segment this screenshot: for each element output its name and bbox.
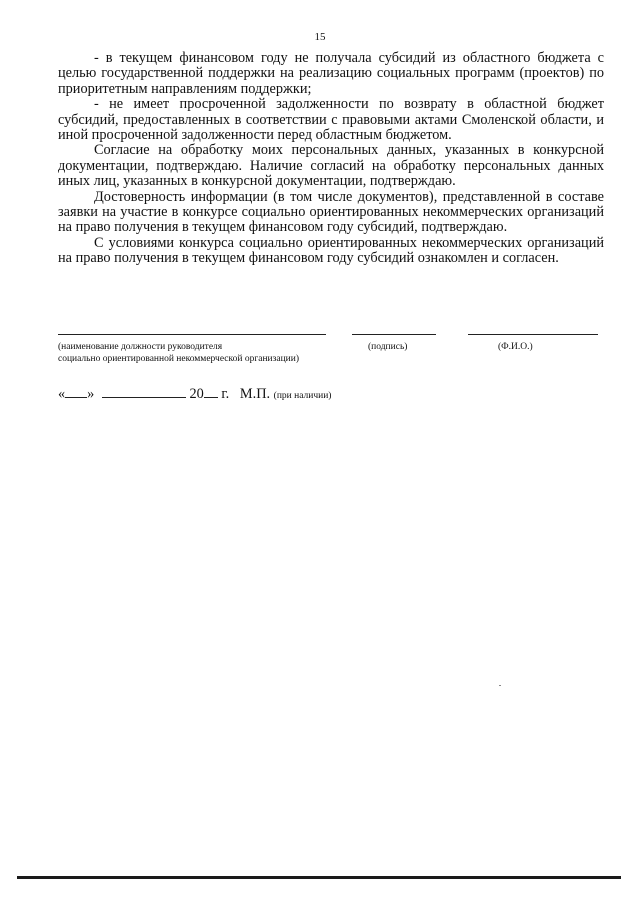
- day-blank: [65, 385, 87, 398]
- signature-block: [58, 334, 604, 374]
- page-number: 15: [314, 31, 326, 43]
- date-line: [58, 385, 331, 403]
- position-caption: [58, 342, 299, 365]
- position-caption-line1: (наименование должности руководителя: [58, 342, 223, 352]
- stamp-note: (при наличии): [273, 391, 332, 401]
- paragraph-no-subsidies: - в текущем финансовом году не получала субсидий из областного бюджета с целью государственной поддержки на реализацию социальных программ (проектов) по приоритетным направлениям поддержки;: [58, 50, 604, 97]
- paragraph-information-accuracy: Достоверность информации (в том числе документов), представленной в составе заявки на участие в конкурсе социально ориентированных некоммерческих организаций на право получения в текущем финансовом году субсидий, подтверждаю.: [58, 188, 604, 236]
- name-signature-line: [468, 334, 598, 335]
- paragraph-terms-agreement: С условиями конкурса социально ориентированных некоммерческих организаций на право получения в текущем финансовом году субсидий ознакомлен и согласен.: [58, 234, 604, 267]
- name-caption: (Ф.И.О.): [498, 342, 533, 352]
- month-blank: [102, 385, 186, 398]
- date-close-quote: »: [87, 386, 95, 402]
- date-open-quote: «: [58, 386, 66, 402]
- paragraph-personal-data-consent: Согласие на обработку моих персональных данных, указанных в конкурсной документации, подтверждаю. Наличие согласий на обработку персональных данных иных лиц, указанных в конкурсной документации, подтверждаю.: [58, 142, 604, 190]
- position-signature-line: [58, 334, 326, 335]
- scan-dot-mark: [499, 685, 501, 686]
- signature-line: [352, 334, 436, 335]
- year-suffix: г.: [221, 386, 230, 402]
- signature-caption: (подпись): [368, 342, 408, 352]
- stamp-label: М.П.: [239, 386, 271, 402]
- year-blank: [204, 385, 218, 398]
- paragraph-no-debt: - не имеет просроченной задолженности по возврату в областной бюджет субсидий, предоставленных в соответствии с правовыми актами Смоленской области, и иной просроченной задолженности перед областным бюджетом.: [58, 96, 604, 144]
- year-prefix: 20: [189, 386, 204, 402]
- position-caption-line2: социально ориентированной некоммерческой организации): [58, 353, 300, 364]
- bottom-rule: [17, 876, 621, 879]
- document-body: [58, 51, 604, 267]
